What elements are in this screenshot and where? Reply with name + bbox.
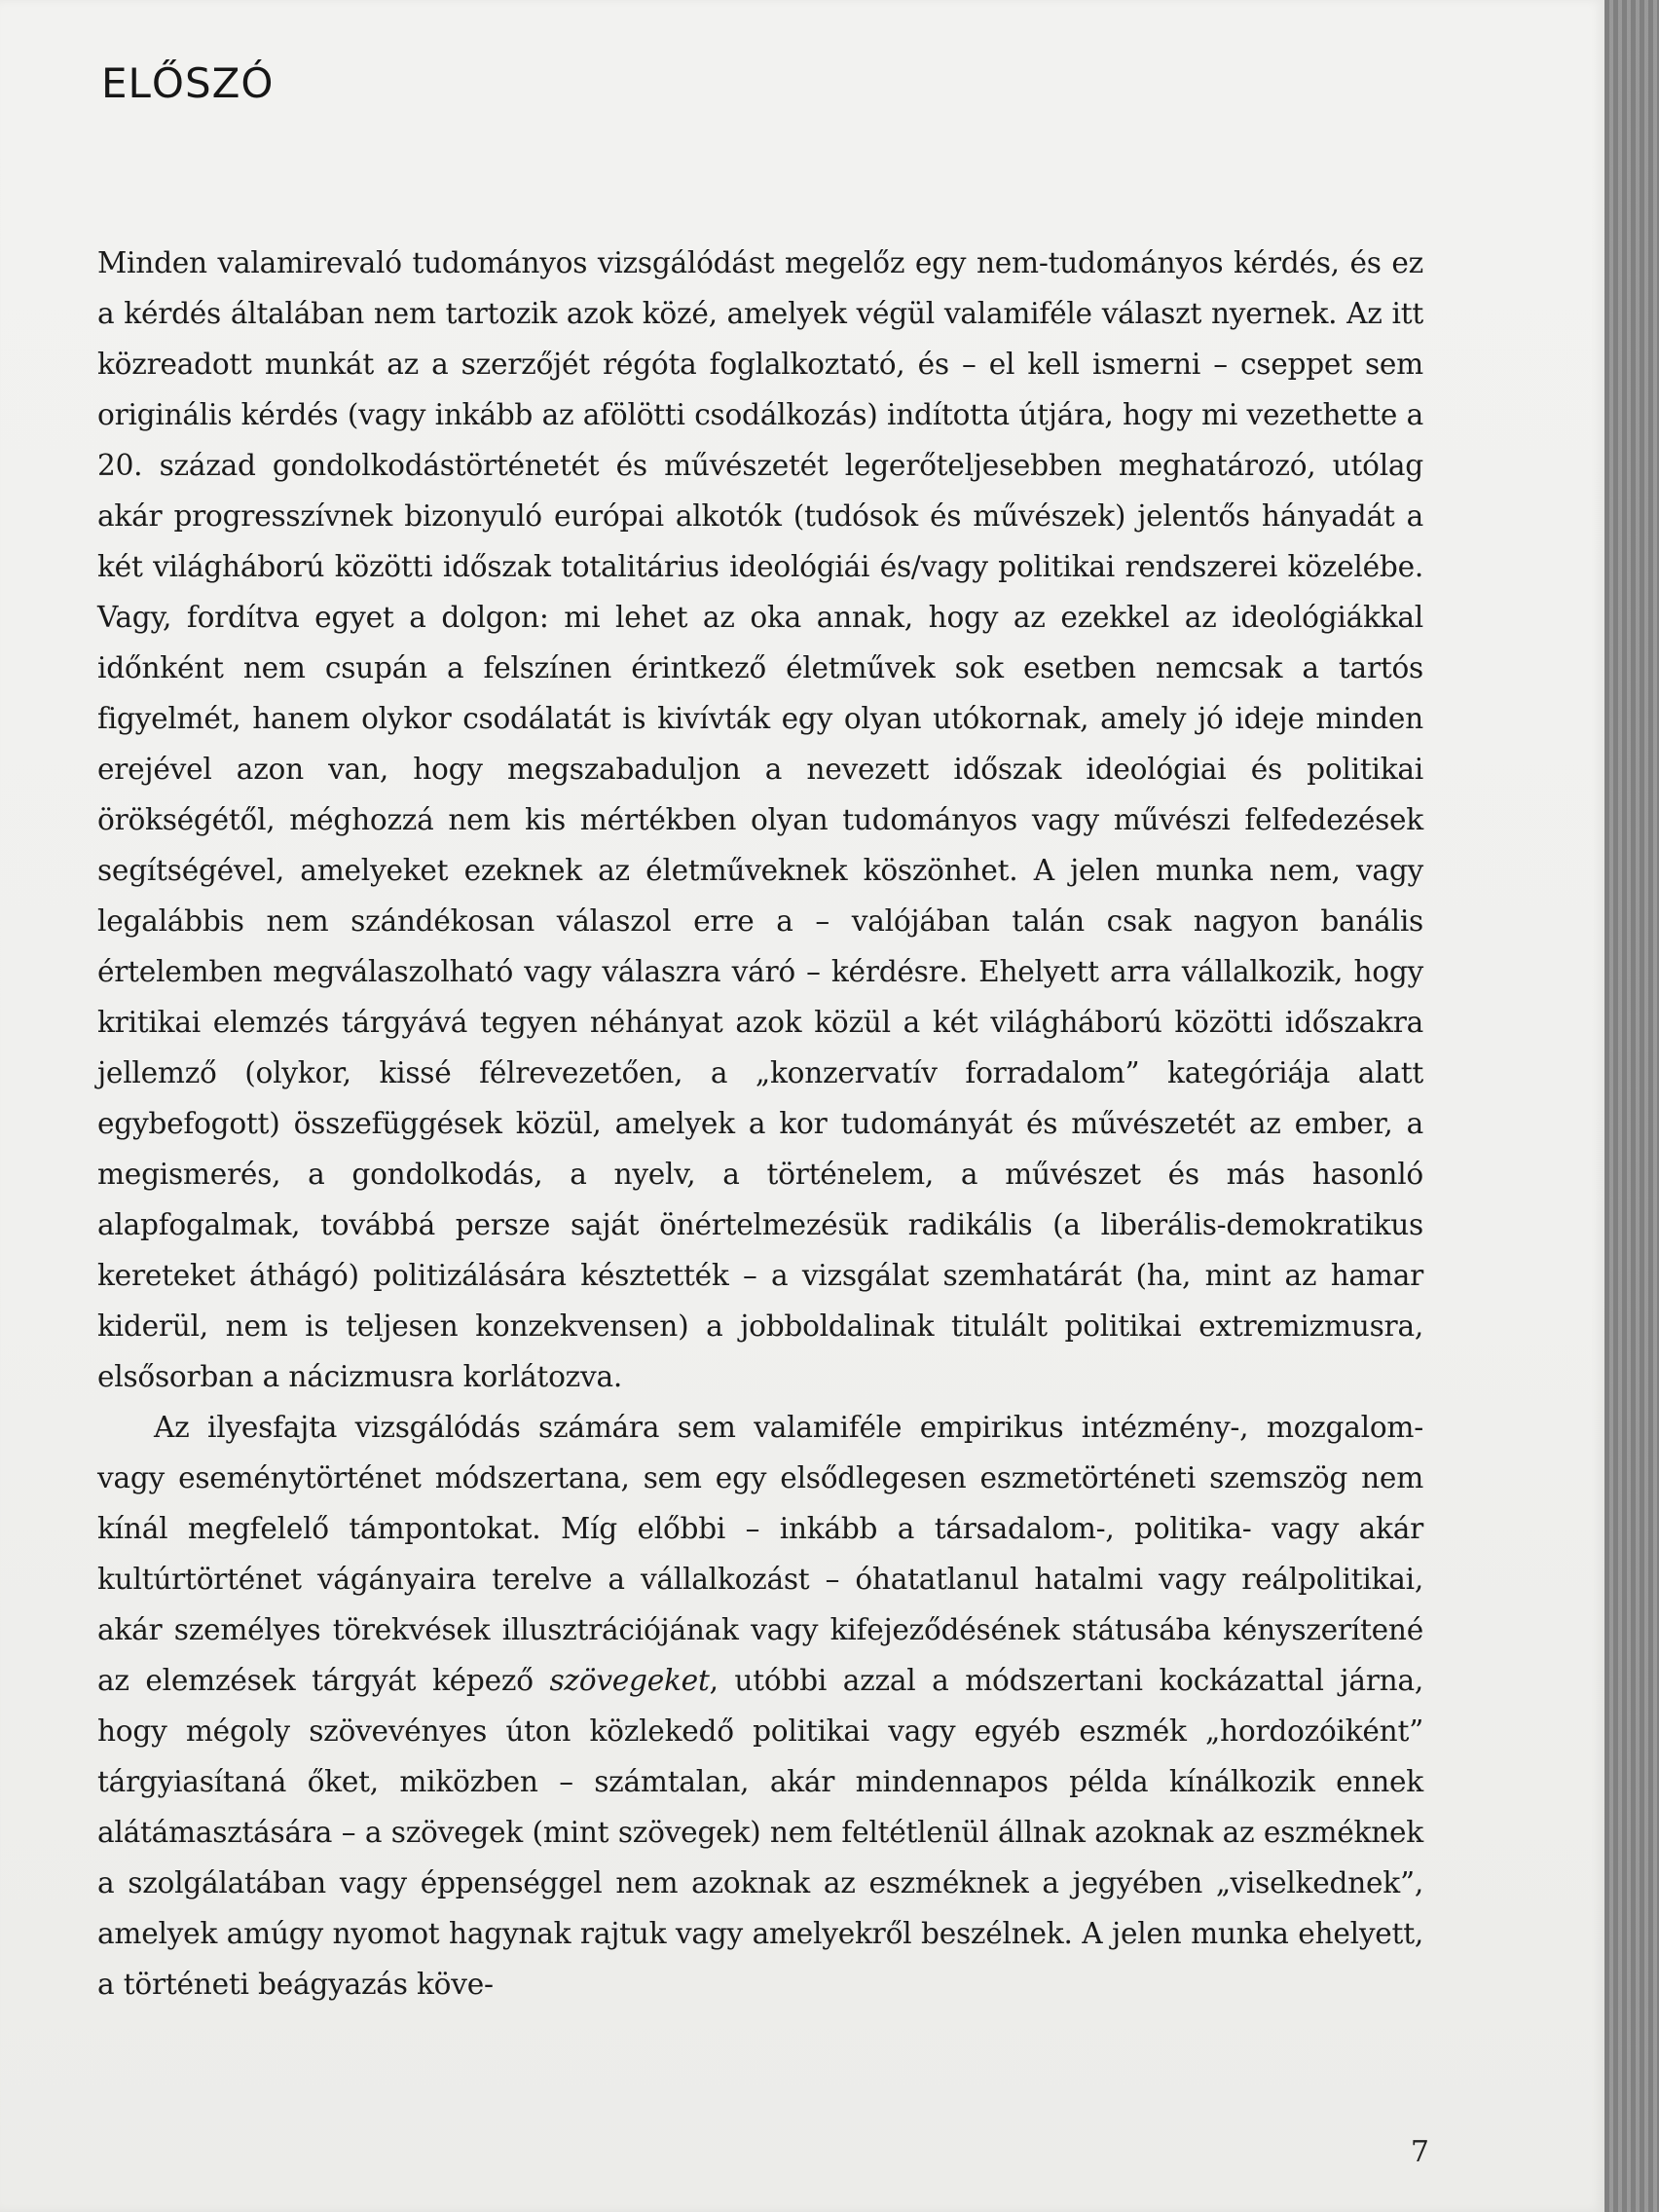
- body-text: [97, 238, 1423, 2009]
- book-edge: [1604, 0, 1659, 2212]
- paragraph-1: Minden valamirevaló tudományos vizsgálódást megelőz egy nem-tudományos kérdés, és ez a kérdés általában nem tartozik azok közé, amelyek végül valamiféle választ nyernek. Az itt közreadott munkát az a szerzőjét régóta foglalkoztató, és – el kell ismerni – cseppet sem originális kérdés (vagy inkább az afölötti csodálkozás) indította útjára, hogy mi vezethette a 20. század gondolkodástörténetét és művészetét legerőteljesebben meghatározó, utólag akár progresszívnek bizonyuló európai alkotók (tudósok és művészek) jelentős hányadát a két világháború közötti időszak totalitárius ideológiái és/vagy politikai rendszerei közelébe. Vagy, fordítva egyet a dolgon: mi lehet az oka annak, hogy az ezekkel az ideológiákkal időnként nem csupán a felszínen érintkező életművek sok esetben nemcsak a tartós figyelmét, hanem olykor csodálatát is kivívták egy olyan utókornak, amely jó ideje minden erejével azon van, hogy megszabaduljon a nevezett időszak ideológiai és politikai örökségétől, méghozzá nem kis mértékben olyan tudományos vagy művészi felfedezések segítségével, amelyeket ezeknek az életműveknek köszönhet. A jelen munka nem, vagy legalábbis nem szándékosan válaszol erre a – valójában talán csak nagyon banális értelemben megválaszolható vagy válaszra váró – kérdésre. Ehelyett arra vállalkozik, hogy kritikai elemzés tárgyává tegyen néhányat azok közül a két világháború közötti időszakra jellemző (olykor, kissé félrevezetően, a „konzervatív forradalom” kategóriája alatt egybefogott) összefüggések közül, amelyek a kor tudományát és művészetét az ember, a megismerés, a gondolkodás, a nyelv, a történelem, a művészet és más hasonló alapfogalmak, továbbá persze saját önértelmezésük radikális (a liberális-demokratikus kereteket áthágó) politizálására késztették – a vizsgálat szemhatárát (ha, mint az hamar kiderül, nem is teljesen konzekvensen) a jobboldalinak titulált politikai extremizmusra, elsősorban a nácizmusra korlátozva.: [97, 246, 1423, 1393]
- page-number: 7: [1410, 2135, 1429, 2169]
- paragraph-2-text-start: Az ilyesfajta vizsgálódás számára sem valamiféle empirikus intézmény-, mozgalom- vagy eseménytörténet módszertana, sem egy elsődlegesen eszmetörténeti szemszög nem kínál megfelelő támpontokat. Míg előbbi – inkább a társadalom-, politika- vagy akár kultúrtörténet vágányaira terelve a vállalkozást – óhatatlanul hatalmi vagy reálpolitikai, akár személyes törekvések illusztrációjának vagy kifejeződésének státusába kényszerítené az elemzések tárgyát képező: [97, 1411, 1423, 1697]
- emphasized-word: szövegeket: [549, 1664, 710, 1697]
- paragraph-2-text-end: , utóbbi azzal a módszertani kockázattal járna, hogy mégoly szövevényes úton közlekedő politikai vagy egyéb eszmék „hordozóiként” tárgyiasítaná őket, miközben – számtalan, akár mindennapos példa kínálkozik ennek alátámasztására – a szövegek (mint szövegek) nem feltétlenül állnak azoknak az eszméknek a szolgálatában vagy éppenséggel nem azoknak az eszméknek a jegyében „viselkednek”, amelyek amúgy nyomot hagynak rajtuk vagy amelyekről beszélnek. A jelen munka ehelyett, a történeti beágyazás köve-: [97, 1664, 1423, 2001]
- chapter-title: ELŐSZÓ: [101, 59, 275, 107]
- paragraph-2: [97, 1402, 1423, 2009]
